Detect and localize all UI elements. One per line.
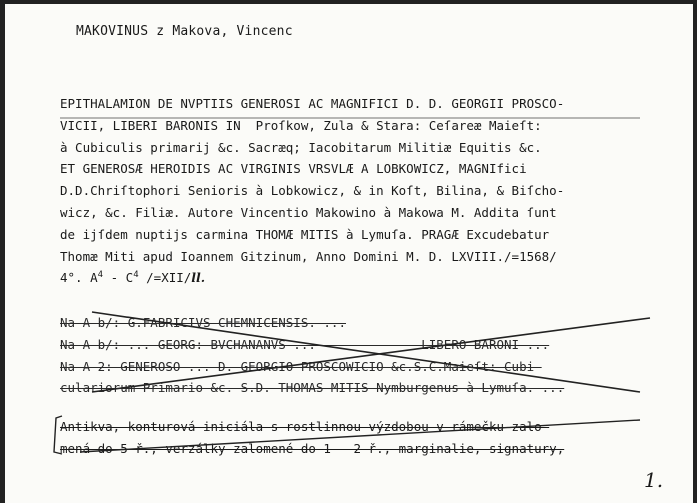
- signature-end-sup: 4: [133, 270, 139, 281]
- leaf-count: /=XII/: [146, 270, 192, 286]
- note-line: mená do 5 ř., verzálky zalomené do 1 - 2 ř., marginalie, signatury,: [60, 440, 565, 456]
- cross-stroke: [92, 312, 640, 392]
- handwritten-mark: ll.: [191, 270, 206, 286]
- cross-stroke: [80, 420, 640, 452]
- bracket-mark: [54, 416, 62, 454]
- record-line: de ijſdem nuptijs carmina THOMÆ MITIS à Lymuſa. PRAGÆ Excudebatur: [60, 226, 550, 242]
- record-line: wicz, &c. Filiæ. Autore Vincentio Makowino à Makowa M. Addita ſunt: [60, 204, 557, 220]
- record-line: VICII, LIBERI BARONIS IN Proſkow, Zula & Stara: Ceſareæ Maieſt:: [60, 117, 542, 133]
- signature-dash: -: [110, 270, 119, 286]
- record-line: D.D.Chriſtophori Senioris à Lobkowicz, & in Koſt, Bilina, & Biſcho-: [60, 183, 565, 199]
- signature-start: A: [90, 270, 98, 286]
- struck-entry: Na A b/: ... GEORG: BVCHANANVS ... LIBERO BARONI ...: [60, 336, 550, 352]
- record-line: ET GENEROSÆ HEROIDIS AC VIRGINIS VRSVLÆ A LOBKOWICZ, MAGNIfici: [60, 161, 527, 177]
- struck-entry: Na A 2: GENEROSO ... D. GEORGIO PROSCOWICIO &c.S.C.Maieſt: Cubi-: [60, 358, 542, 374]
- record-line: à Cubiculis primarij &c. Sacræq; Iacobitarum Militiæ Equitis &c.: [60, 139, 542, 155]
- note-line: Antikva, konturová iniciála s rostlinnou výzdobou v rámečku zalo-: [60, 419, 550, 434]
- author-heading: MAKOVINUS z Makova, Vincenc: [76, 24, 293, 39]
- page-mark: 1.: [644, 468, 664, 492]
- signature-end: C: [125, 270, 134, 286]
- format-size: 4°.: [60, 270, 83, 286]
- record-line: EPITHALAMION DE NVPTIIS GENEROSI AC MAGNIFICI D. D. GEORGII PROSCO-: [60, 96, 565, 111]
- signature-start-sup: 4: [97, 270, 104, 281]
- struck-entry: culariorum Primario &c. S.D. THOMAS MITIS Nymburgenus à Lymuſa. ...: [60, 380, 565, 396]
- struck-entry: Na A b/: G.FABRICIVS CHEMNICENSIS. ...: [60, 315, 346, 330]
- record-line: Thomæ Miti apud Ioannem Gitzinum, Anno Domini M. D. LXVIII./=1568/: [60, 248, 557, 264]
